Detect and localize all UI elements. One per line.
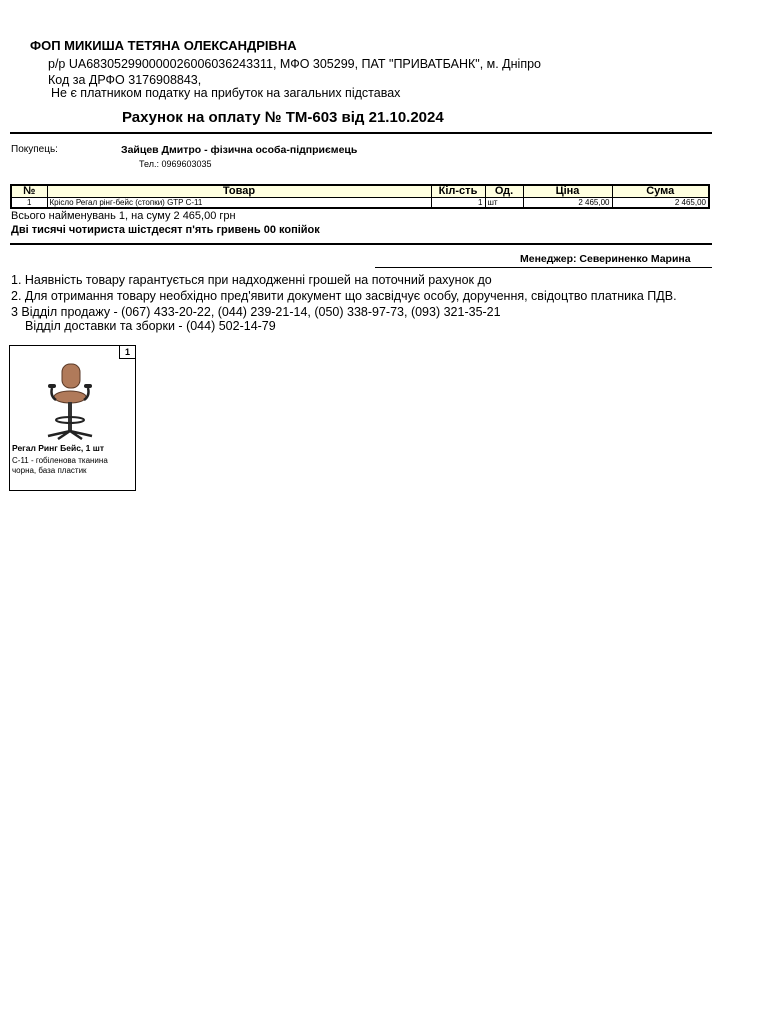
items-table — [10, 184, 710, 209]
product-card-description: С-11 - гобіленова тканина чорна, база пластик — [12, 456, 108, 475]
row-product: Крісло Регал рінг-бейс (стопки) GTP C-11 — [47, 198, 431, 209]
seller-name: ФОП МИКИША ТЕТЯНА ОЛЕКСАНДРІВНА — [30, 38, 297, 53]
note-item: 2. Для отримання товару необхідно пред'явити документ що засвідчує особу, доручення, свідоцтво платника ПДВ. — [11, 289, 677, 303]
manager-name: Менеджер: Севериненко Марина — [520, 253, 691, 265]
product-card — [9, 345, 136, 491]
header-unit: Од. — [485, 185, 523, 198]
note-item: 3 Відділ продажу - (067) 433-20-22, (044) 239-21-14, (050) 338-97-73, (093) 321-35-21 — [11, 305, 501, 319]
row-qty: 1 — [431, 198, 485, 209]
manager-underline — [375, 267, 712, 268]
total-summary: Всього найменувань 1, на суму 2 465,00 грн — [11, 210, 236, 222]
seller-tax-code: Код за ДРФО 3176908843, — [48, 73, 202, 87]
row-price: 2 465,00 — [523, 198, 612, 209]
table-header-row — [11, 185, 709, 198]
totals-divider — [10, 243, 712, 245]
invoice-title: Рахунок на оплату № ТМ-603 від 21.10.2024 — [122, 109, 444, 126]
header-sum: Сума — [612, 185, 709, 198]
title-divider — [10, 132, 712, 134]
office-chair-icon — [40, 360, 100, 440]
row-sum: 2 465,00 — [612, 198, 709, 209]
note-item: Відділ доставки та зборки - (044) 502-14-79 — [25, 319, 276, 333]
note-item: 1. Наявність товару гарантується при надходженні грошей на поточний рахунок до — [11, 273, 492, 287]
buyer-phone: Тел.: 0969603035 — [139, 159, 212, 169]
buyer-name: Зайцев Дмитро - фізична особа-підприємець — [121, 144, 358, 156]
header-num: № — [11, 185, 47, 198]
table-row — [11, 198, 709, 209]
row-num: 1 — [11, 198, 47, 209]
row-unit: шт — [485, 198, 523, 209]
header-product: Товар — [47, 185, 431, 198]
product-card-number: 1 — [119, 345, 136, 359]
seller-account-line: р/р UA683052990000026006036243311, МФО 305299, ПАТ "ПРИВАТБАНК", м. Дніпро — [48, 57, 541, 71]
seller-tax-status: Не є платником податку на прибуток на загальних підставах — [51, 86, 401, 100]
product-card-name: Регал Ринг Бейс, 1 шт — [12, 443, 104, 453]
total-in-words: Дві тисячі чотириста шістдесят п'ять гривень 00 копійок — [11, 224, 320, 236]
buyer-label: Покупець: — [11, 144, 58, 155]
header-qty: Кіл-сть — [431, 185, 485, 198]
header-price: Ціна — [523, 185, 612, 198]
